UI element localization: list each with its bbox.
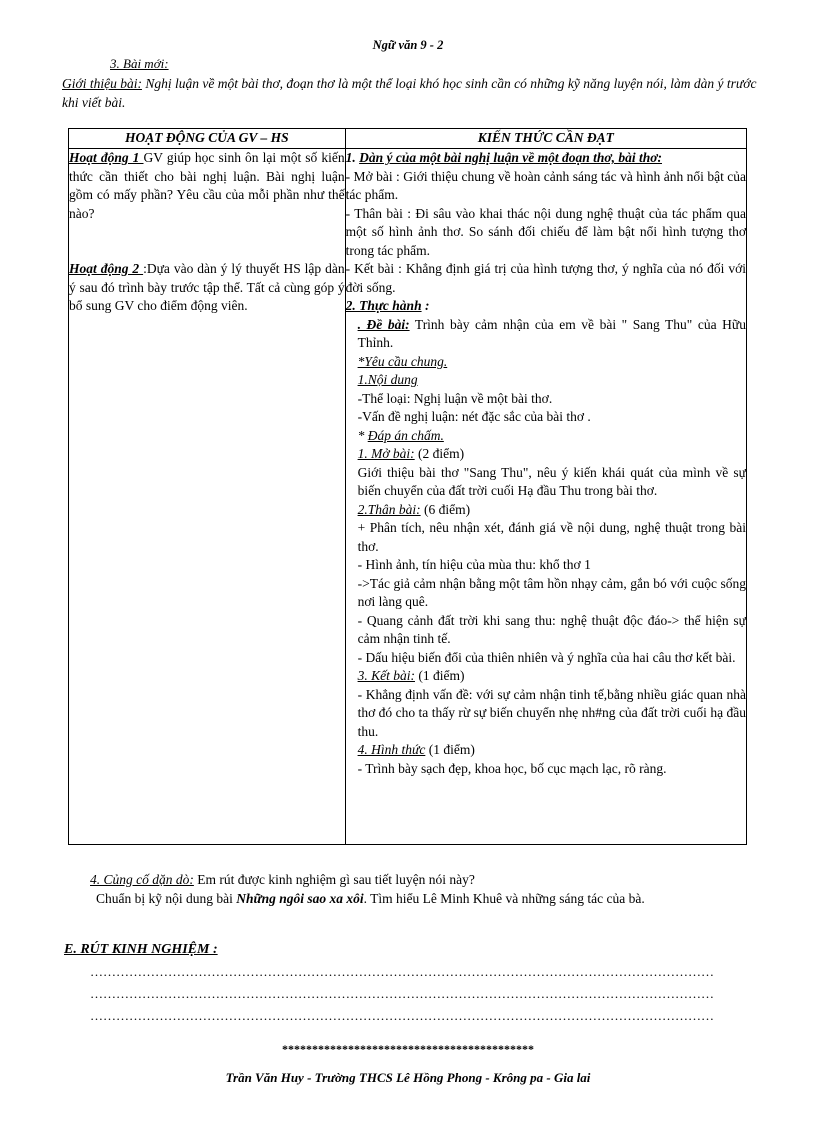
intro-score-text: Giới thiệu bài thơ "Sang Thu", nêu ý kiến khái quát của mình về sự biến chuyển của đất trời cuối Hạ đầu Thu trong bài thơ. — [357, 464, 746, 498]
page-header-title: Ngữ văn 9 - 2 — [372, 38, 444, 52]
body-item-3: ->Tác giả cảm nhận bằng một tâm hồn nhạy cảm, gắn bó với cuộc sống nơi làng quê. — [357, 575, 746, 609]
ket-bai-item: - Kết bài : Khẳng định giá trị của hình tượng thơ, ý nghĩa của nó đối với đời sống. — [345, 261, 746, 295]
consolidation-label: 4. Củng cố dặn dò: — [90, 872, 194, 887]
consolidation-section — [62, 871, 766, 908]
content-heading: 1.Nội dung — [357, 372, 418, 387]
preparation-line: Chuẩn bị kỹ nội dung bài Những ngôi sao xa xôi. Tìm hiểu Lê Minh Khuê và những sáng tác của bà. — [96, 890, 645, 906]
conclusion-score-heading: 3. Kết bài: (1 điểm) — [357, 668, 465, 683]
activity-2 — [69, 260, 345, 316]
intro-paragraph — [62, 74, 762, 112]
experience-heading: E. RÚT KINH NGHIỆM : — [64, 942, 218, 957]
table-header-row — [69, 129, 747, 149]
than-bai-item: - Thân bài : Đi sâu vào khai thác nội dung nghệ thuật của tác phẩm qua một số hình ảnh thơ. So sánh đối chiếu để làm bật nổi hình tượng thơ trong tác phẩm. — [345, 205, 746, 258]
body-item-5: - Dấu hiệu biến đổi của thiên nhiên và ý nghĩa của hai câu thơ kết bài. — [357, 649, 736, 665]
dotted-line-3: ……………………………………………………………………………………………………………………………… — [90, 1008, 714, 1023]
page-footer: Trần Văn Huy - Trường THCS Lê Hồng Phong - Krông pa - Gia lai — [225, 1070, 591, 1085]
general-requirements: *Yêu cầu chung. — [357, 353, 448, 369]
section-3-heading: 3. Bài mới: — [110, 56, 169, 71]
body-item-4: - Quang cảnh đất trời khi sang thu: nghệ thuật độc đáo-> thể hiện sự cảm nhận tinh tế. — [357, 612, 746, 646]
table-body-row — [69, 149, 747, 845]
issue-line: -Vấn đề nghị luận: nét đặc sắc của bài thơ . — [357, 409, 591, 424]
body-score-heading: 2.Thân bài: (6 điểm) — [357, 501, 471, 517]
activity-1 — [69, 149, 345, 223]
activities-cell — [69, 149, 346, 845]
consolidation-text: Em rút được kinh nghiệm gì sau tiết luyện nói này? — [193, 872, 475, 887]
intro-text: Nghị luận về một bài thơ, đoạn thơ là một thể loại khó học sinh cần có những kỹ năng luyện nói, làm dàn ý trước khi viết bài. — [62, 76, 757, 110]
intro-lead: Giới thiệu bài: — [62, 76, 142, 91]
topic-label: . Đề bài: — [357, 316, 410, 332]
genre-line: -Thể loại: Nghị luận về một bài thơ. — [357, 390, 553, 406]
dotted-line-2: ……………………………………………………………………………………………………………………………… — [90, 986, 714, 1001]
col-header-activities: HOẠT ĐỘNG CỦA GV – HS — [69, 129, 346, 149]
form-text: - Trình bày sạch đẹp, khoa học, bố cục mạch lạc, rõ ràng. — [357, 760, 667, 776]
activity-2-label: Hoạt động 2 — [69, 261, 144, 276]
consolidation-line — [62, 871, 766, 890]
conclusion-text: - Khẳng định vấn đề: với sự cảm nhận tinh tế,bằng nhiều giác quan nhà thơ đó cho ta thấy rừ sự biến chuyển nhẹ nh#ng của đất trời cuối hạ đầu thu. — [357, 686, 746, 739]
topic — [346, 316, 746, 353]
knowledge-cell — [345, 149, 746, 845]
body-item-2: - Hình ảnh, tín hiệu của mùa thu: khổ thơ 1 — [357, 557, 591, 572]
activity-1-label: Hoạt động 1 — [69, 150, 144, 165]
col-header-knowledge: KIẾN THỨC CẦN ĐẠT — [345, 129, 746, 149]
activity-1-text: GV giúp học sinh ôn lại một số kiến thức cần thiết cho bài nghị luận. Bài nghị luận gồm có mấy phần? Yêu cầu của mỗi phần như thế nào? — [69, 150, 345, 221]
answer-key-heading: * Đáp án chấm. — [357, 427, 444, 443]
dotted-line-1: ……………………………………………………………………………………………………………………………… — [90, 964, 714, 979]
star-divider: ****************************************** — [282, 1042, 534, 1056]
intro-score-heading: 1. Mở bài: (2 điểm) — [357, 446, 465, 461]
activity-2-text: :Dựa vào dàn ý lý thuyết HS lập dàn ý sau đó trình bày trước tập thể. Tất cả cùng góp ý bổ sung GV cho điểm động viên. — [69, 261, 345, 313]
outline-heading: 1. Dàn ý của một bài nghị luận về một đoạn thơ, bài thơ: — [345, 150, 662, 165]
mo-bai-item: - Mở bài : Giới thiệu chung về hoàn cảnh sáng tác và hình ảnh nổi bật của tác phẩm. — [345, 168, 746, 202]
next-lesson-title: Những ngôi sao xa xôi — [236, 890, 364, 906]
form-score-heading: 4. Hình thức (1 điểm) — [357, 742, 475, 757]
topic-text: Trình bày cảm nhận của em về bài " Sang Thu" của Hữu Thỉnh. — [357, 316, 746, 350]
practice-heading: 2. Thực hành : — [345, 298, 430, 313]
body-item-1: + Phân tích, nêu nhận xét, đánh giá về nội dung, nghệ thuật trong bài thơ. — [357, 520, 746, 554]
lesson-table — [68, 128, 747, 845]
outline-title: Dàn ý của một bài nghị luận về một đoạn thơ, bài thơ: — [359, 150, 662, 165]
